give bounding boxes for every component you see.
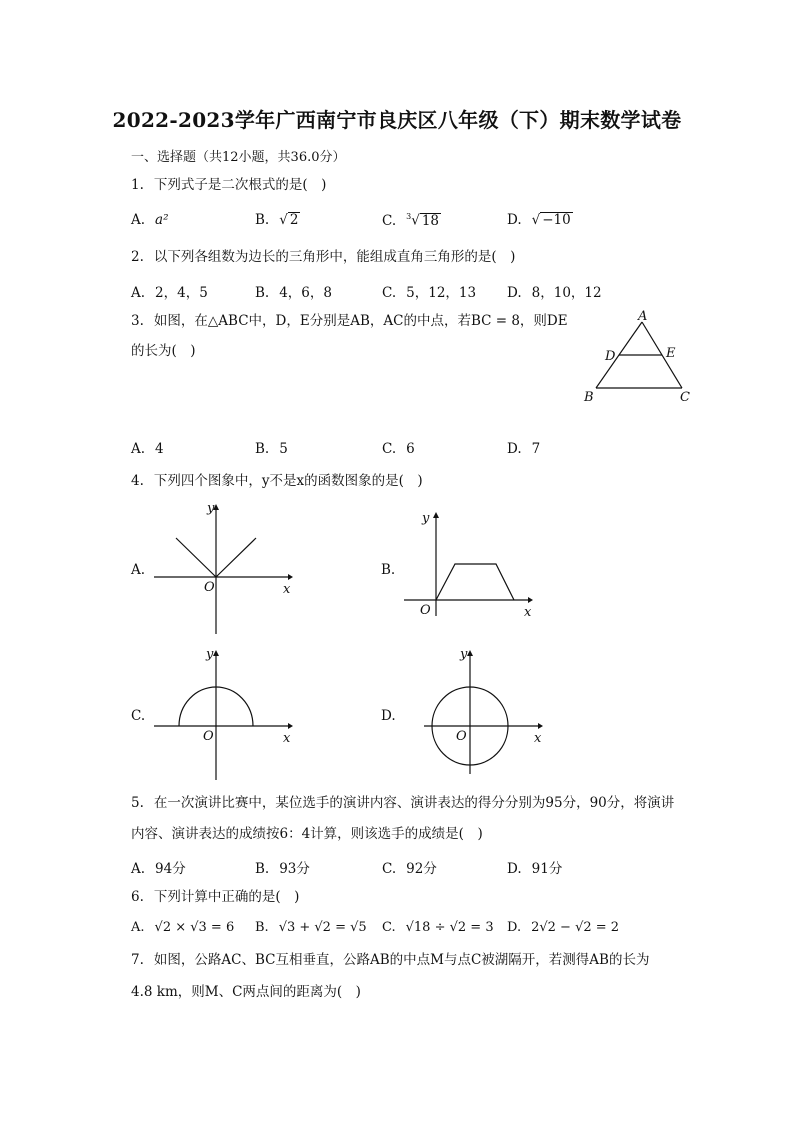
question-1-options <box>131 212 651 232</box>
question-6: 6. 下列计算中正确的是( ) <box>131 889 300 905</box>
question-4: 4. 下列四个图象中，y不是x的函数图象的是( ) <box>131 473 423 489</box>
option-a: A. 2，4，5 <box>131 285 208 301</box>
svg-text:x: x <box>283 731 291 746</box>
svg-text:O: O <box>204 580 215 595</box>
graph-b <box>400 508 540 620</box>
question-5-line2: 内容、演讲表达的成绩按6：4计算，则该选手的成绩是( ) <box>131 826 483 842</box>
option-d: D. 7 <box>507 441 541 457</box>
question-7: 7. 如图，公路AC、BC互相垂直，公路AB的中点M与点C被湖隔开，若测得AB的长为 <box>131 952 650 968</box>
question-5-options <box>131 857 651 877</box>
sqrt-symbol: √ <box>279 212 288 228</box>
svg-text:x: x <box>283 582 291 597</box>
trapezoid-graph <box>436 564 514 600</box>
option-c: C. 5，12，13 <box>382 285 477 301</box>
question-3-options <box>131 441 651 461</box>
vertex-b-label: B <box>584 390 594 405</box>
graph-c <box>150 644 296 782</box>
svg-text:O: O <box>203 729 214 744</box>
graph-a <box>150 498 296 638</box>
graph-c-label: C. <box>131 708 146 724</box>
point-d-label: D <box>605 349 616 364</box>
option-b: B. 93分 <box>255 861 310 877</box>
option-b: B. 4，6，8 <box>255 285 332 301</box>
option-d: D. 8，10，12 <box>507 285 602 301</box>
vertex-a-label: A <box>638 309 648 324</box>
svg-text:y: y <box>207 501 215 516</box>
section-heading: 一、选择题（共12小题，共36.0分） <box>131 150 346 165</box>
graph-line-left <box>176 538 216 577</box>
graph-d <box>420 644 550 780</box>
option-b: B. √ 2 <box>255 212 299 228</box>
vertex-c-label: C <box>680 390 690 405</box>
option-d: D. 91分 <box>507 861 563 877</box>
cbrt-symbol: √ <box>411 212 420 229</box>
svg-text:O: O <box>420 603 431 618</box>
option-a: A. 94分 <box>131 861 186 877</box>
option-c: C. 92分 <box>382 861 437 877</box>
option-d: D. √ −10 <box>507 212 571 228</box>
sqrt-symbol: √ <box>531 212 541 228</box>
option-c: C. $^3$√ 18 <box>382 212 440 229</box>
question-3-line2: 的长为( ) <box>131 343 196 359</box>
graph-b-label: B. <box>381 562 396 578</box>
page-title: 2022-2023学年广西南宁市良庆区八年级（下）期末数学试卷 <box>112 108 682 132</box>
option-c: C. √18 ÷ √2 = 3 <box>382 920 494 935</box>
svg-text:y: y <box>206 647 214 662</box>
svg-text:y: y <box>460 647 468 662</box>
point-e-label: E <box>666 346 676 361</box>
question-6-options <box>131 920 651 940</box>
graph-a-label: A. <box>131 562 146 578</box>
option-c: C. 6 <box>382 441 415 457</box>
question-2: 2. 以下列各组数为边长的三角形中，能组成直角三角形的是( ) <box>131 249 516 265</box>
question-2-options <box>131 281 651 301</box>
question-3: 3. 如图，在△ABC中，D，E分别是AB，AC的中点，若BC = 8，则DE <box>131 313 568 329</box>
option-b: B. 5 <box>255 441 288 457</box>
svg-text:y: y <box>422 511 430 526</box>
svg-text:O: O <box>456 729 467 744</box>
question-7-line2: 4.8 km，则M、C两点间的距离为( ) <box>131 984 361 1000</box>
option-b: B. √3 + √2 = √5 <box>255 920 367 935</box>
option-a: A. a² <box>131 212 169 228</box>
option-d: D. 2√2 − √2 = 2 <box>507 920 620 935</box>
svg-text:x: x <box>524 605 532 620</box>
graph-d-label: D. <box>381 708 396 724</box>
option-a: A. √2 × √3 = 6 <box>131 920 235 935</box>
question-5: 5. 在一次演讲比赛中，某位选手的演讲内容、演讲表达的得分分别为95分，90分，将演讲 <box>131 795 675 811</box>
option-a: A. 4 <box>131 441 164 457</box>
triangle-figure <box>582 308 698 406</box>
svg-text:x: x <box>534 731 542 746</box>
question-1: 1. 下列式子是二次根式的是( ) <box>131 177 327 193</box>
graph-line-right <box>216 538 256 577</box>
